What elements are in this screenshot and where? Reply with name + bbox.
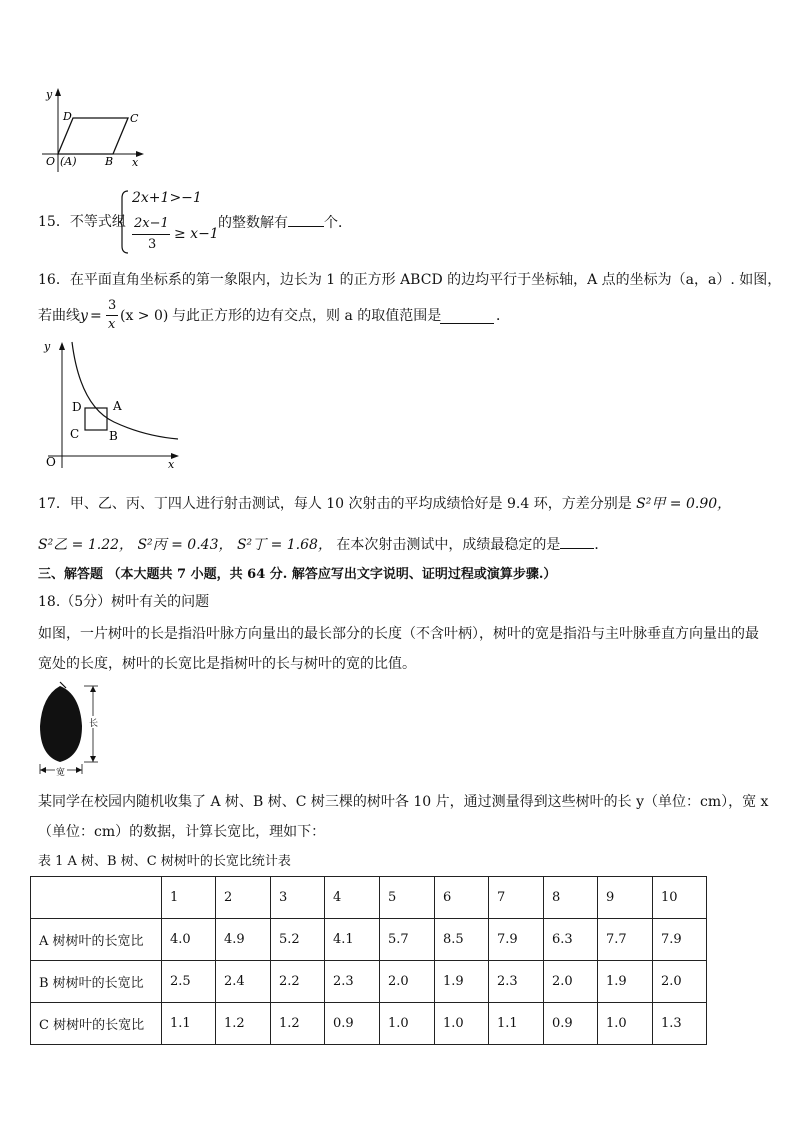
row-label: A 树树叶的长宽比 [31,919,162,961]
table-cell: 8.5 [435,919,489,961]
q16-answer-blank[interactable] [440,309,494,324]
table-caption: 表 1 A 树、B 树、C 树树叶的长宽比统计表 [38,854,291,869]
q16-fraction-den: x [108,317,116,332]
table-cell: 1.3 [653,1003,707,1045]
table-cell: 2.3 [489,961,544,1003]
q15-fraction-numerator: 2x−1 [134,216,169,231]
table-row [31,1003,707,1045]
table-row [31,919,707,961]
point-b-label: B [105,155,114,168]
table-cell: 2.0 [380,961,435,1003]
table-cell: 1.0 [598,1003,653,1045]
table-cell: 1.9 [598,961,653,1003]
table-cell: 2.0 [653,961,707,1003]
table-cell: 6.3 [544,919,598,961]
q15-inequality-1: 2x+1>−1 [132,190,202,206]
leaf-figure [36,680,106,776]
variance-ding: S²丁 = 1.68， [236,537,332,553]
q15-fraction-denominator: 3 [148,237,157,252]
table-cell: 1.9 [435,961,489,1003]
q17-line-2: S²乙 = 1.22， S²丙 = 0.43， S²丁 = 1.68， 在本次射击测试中，成绩最稳定的是 ． [38,534,608,555]
square-a: A [113,399,122,413]
axis-x-label: x [132,156,139,169]
table-cell: 6 [435,877,489,919]
table-cell: 1.0 [435,1003,489,1045]
curve-axis-x: x [168,458,175,471]
table-cell: 2.5 [162,961,216,1003]
section-3-heading: 三、解答题 （本大题共 7 小题，共 64 分. 解答应写出文字说明、证明过程或演算步骤.） [38,567,557,582]
table-cell: 5.7 [380,919,435,961]
table-cell: 10 [653,877,707,919]
q18-paragraph-2b: （单位：cm）的数据，计算长宽比，理如下： [38,824,326,840]
parallelogram-figure [30,84,150,174]
table-cell: 7.7 [598,919,653,961]
point-d-label: D [63,110,72,123]
q16-line-2: 若曲线 y = 3 x (x > 0) 与此正方形的边有交点，则 a 的取值范围是 ． [38,296,558,336]
table-cell: 0.9 [325,1003,380,1045]
table-cell: 2.4 [216,961,271,1003]
q16-line-1: 16．在平面直角坐标系的第一象限内，边长为 1 的正方形 ABCD 的边均平行于坐标轴，A 点的坐标为（a，a）. 如图， [38,272,782,288]
q18-paragraph-2a: 某同学在校园内随机收集了 A 树、B 树、C 树三棵的树叶各 10 片，通过测量得到这些树叶的长 y（单位：cm），宽 x [38,794,769,810]
q18-paragraph-1b: 宽处的长度，树叶的长宽比是指树叶的长与树叶的宽的比值。 [38,656,416,672]
table-cell [31,877,162,919]
table-cell: 8 [544,877,598,919]
q15-answer-blank[interactable] [288,212,324,227]
axis-y-label: y [46,88,53,101]
table-cell: 2 [216,877,271,919]
table-row [31,961,707,1003]
table-cell: 4 [325,877,380,919]
q18-paragraph-1a: 如图，一片树叶的长是指沿叶脉方向量出的最长部分的长度（不含叶柄），树叶的宽是指沿与主叶脉垂直方向量出的最 [38,626,759,642]
table-cell: 2.0 [544,961,598,1003]
question-15 [38,188,398,258]
q15-prefix: 15．不等式组 [38,214,126,230]
table-cell: 9 [598,877,653,919]
square-b: B [109,429,118,443]
table-cell: 4.9 [216,919,271,961]
leaf-width-label: 宽 [56,768,66,776]
table-cell: 0.9 [544,1003,598,1045]
curve-axis-y: y [44,340,51,353]
table-cell: 4.0 [162,919,216,961]
row-label: C 树树叶的长宽比 [31,1003,162,1045]
square-c: C [70,427,80,441]
table-cell: 1.2 [271,1003,325,1045]
table-cell: 4.1 [325,919,380,961]
table-cell: 7 [489,877,544,919]
square-d: D [72,400,82,414]
table-cell: 2.3 [325,961,380,1003]
curve-origin: O [46,455,56,469]
q15-inequality-2-rest: ≥ x−1 [174,226,219,242]
origin-label: O [46,155,56,168]
q15-suffix: 的整数解有 个． [218,212,352,233]
variance-jia: S²甲 = 0.90， [636,496,732,512]
table-cell: 1.0 [380,1003,435,1045]
table-cell: 3 [271,877,325,919]
table-cell: 1 [162,877,216,919]
q18-title: 18.（5分）树叶有关的问题 [38,594,210,610]
table-cell: 1.1 [162,1003,216,1045]
leaf-length-label: 长 [89,719,99,729]
table-header-row [31,877,707,919]
q17-line-1: 17．甲、乙、丙、丁四人进行射击测试，每人 10 次射击的平均成绩恰好是 9.4 环，方差分别是 S²甲 = 0.90， [38,496,732,512]
table-cell: 7.9 [489,919,544,961]
table-cell: 5 [380,877,435,919]
q16-fraction-num: 3 [108,298,117,313]
table-cell: 1.2 [216,1003,271,1045]
q16-curve-y: y [80,308,88,324]
hyperbola-figure [34,336,184,472]
point-a-label: (A) [60,155,77,168]
table-cell: 1.1 [489,1003,544,1045]
leaf-ratio-table [30,876,707,1045]
variance-bing: S²丙 = 0.43， [137,537,233,553]
row-label: B 树树叶的长宽比 [31,961,162,1003]
q16-condition: (x > 0) [120,308,169,324]
table-cell: 2.2 [271,961,325,1003]
table-cell: 5.2 [271,919,325,961]
variance-yi: S²乙 = 1.22， [38,537,134,553]
table-cell: 7.9 [653,919,707,961]
system-brace [118,190,130,254]
point-c-label: C [130,112,139,125]
q17-answer-blank[interactable] [560,534,594,549]
